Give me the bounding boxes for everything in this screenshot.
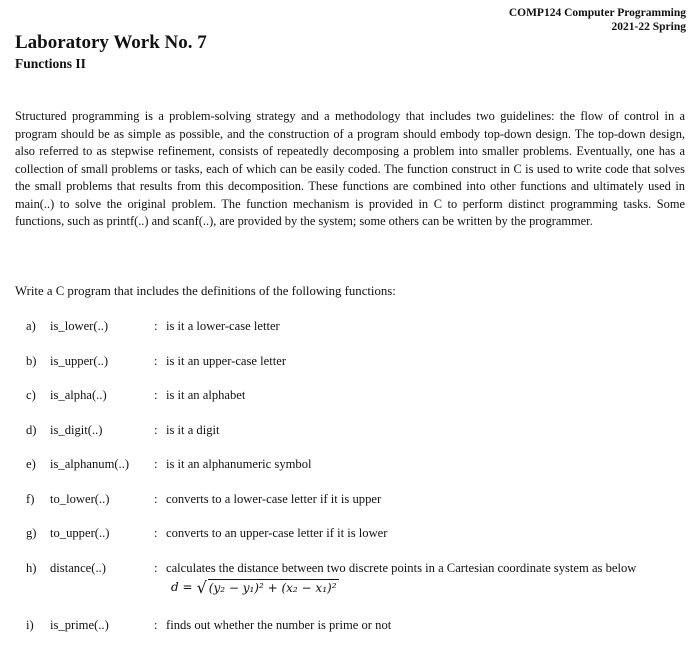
item-marker: e) — [26, 457, 36, 471]
item-colon: : — [154, 617, 158, 632]
function-description: is it a lower-case letter — [166, 319, 280, 333]
distance-formula — [171, 578, 339, 597]
item-marker: f) — [26, 491, 35, 506]
item-colon: : — [154, 319, 158, 333]
item-colon: : — [154, 353, 158, 368]
list-item — [26, 558, 686, 615]
item-colon: : — [154, 560, 158, 575]
list-item — [26, 316, 686, 351]
function-name: distance(..) — [50, 560, 106, 575]
page-title: Laboratory Work No. 7 — [15, 32, 207, 53]
task-instruction: Write a C program that includes the definitions of the following functions: — [15, 284, 396, 298]
item-marker: h) — [26, 560, 37, 575]
function-description: calculates the distance between two discrete points in a Cartesian coordinate system as below — [166, 560, 637, 575]
square-root-symbol: √ — [196, 577, 207, 597]
course-term: 2021-22 Spring — [611, 21, 686, 33]
function-description: is it an alphabet — [166, 388, 246, 402]
list-item — [26, 420, 686, 455]
function-name: is_alpha(..) — [50, 388, 107, 402]
intro-paragraph: Structured programming is a problem-solving strategy and a methodology that includes two guidelines: the flow of control in a program should be as simple as possible, and the construction of a program should embody top-down design. The top-down design, also referred to as stepwise refinement, consists of repeatedly decomposing a problem into smaller problems. Eventually, one has a collection of small problems or tasks, each of which can be easily coded. The function construct in C is used to write code that solves the small problems that results from this decomposition. These functions are combined into other functions and ultimately used in main(..) to solve the original problem. The function mechanism is provided in C to perform distinct programming tasks. Some functions, such as printf(..) and scanf(..), are provided by the system; some others can be written by the programmer. — [15, 109, 685, 228]
course-name: COMP124 Computer Programming — [508, 7, 686, 19]
function-name: is_prime(..) — [50, 617, 109, 632]
list-item — [26, 385, 686, 420]
item-marker: g) — [26, 526, 37, 540]
formula-lhs: d = — [171, 580, 193, 594]
item-marker: c) — [26, 388, 36, 402]
item-colon: : — [154, 422, 158, 437]
function-name: is_alphanum(..) — [50, 457, 130, 471]
function-list — [26, 316, 686, 649]
function-name: is_lower(..) — [50, 319, 109, 333]
list-item — [26, 615, 686, 650]
function-description: is it a digit — [166, 422, 220, 437]
function-description: converts to a lower-case letter if it is upper — [166, 491, 382, 506]
item-marker: b) — [26, 353, 37, 368]
list-item — [26, 351, 686, 386]
function-description: is it an upper-case letter — [166, 353, 287, 368]
item-marker: i) — [26, 617, 34, 632]
function-description: converts to an upper-case letter if it is lower — [166, 526, 388, 540]
function-name: to_upper(..) — [50, 526, 110, 540]
list-item — [26, 489, 686, 524]
function-description: is it an alphanumeric symbol — [166, 457, 312, 471]
course-header — [509, 6, 686, 34]
formula-radicand: (y₂ − y₁)² + (x₂ − x₁)² — [208, 581, 337, 595]
item-colon: : — [154, 491, 158, 506]
function-description: finds out whether the number is prime or not — [166, 617, 392, 632]
list-item — [26, 523, 686, 558]
function-name: is_upper(..) — [50, 353, 109, 368]
item-colon: : — [154, 388, 158, 402]
list-item — [26, 454, 686, 489]
item-marker: a) — [26, 319, 36, 333]
function-name: to_lower(..) — [50, 491, 110, 506]
item-colon: : — [154, 526, 158, 540]
item-colon: : — [154, 457, 158, 471]
item-marker: d) — [26, 422, 37, 437]
page-subtitle: Functions II — [15, 56, 86, 71]
function-name: is_digit(..) — [50, 422, 103, 437]
